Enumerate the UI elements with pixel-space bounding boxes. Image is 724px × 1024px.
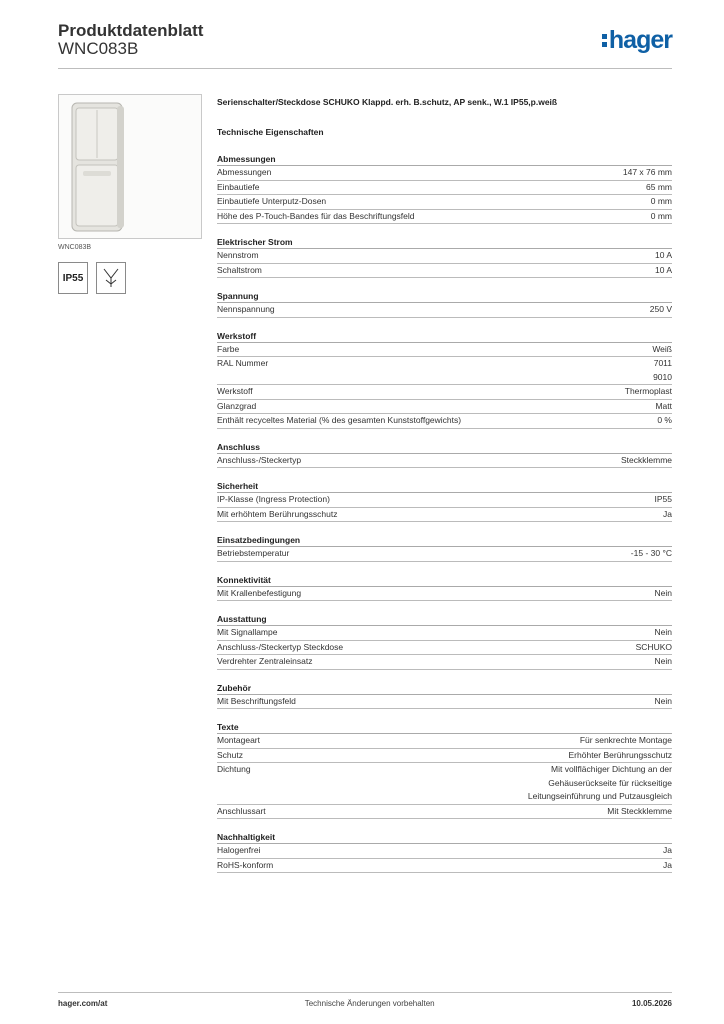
- spec-row: [217, 303, 672, 318]
- section-gap: [217, 318, 672, 329]
- spec-label: Betriebstemperatur: [217, 548, 290, 558]
- section-gap: [217, 819, 672, 830]
- spec-value: 250 V: [649, 304, 672, 314]
- spec-value: 147 x 76 mm: [622, 167, 672, 177]
- spec-value: Thermoplast: [624, 386, 672, 396]
- spec-value: -15 - 30 °C: [630, 548, 672, 558]
- section-gap: [217, 278, 672, 289]
- spec-row: [217, 587, 672, 602]
- logo-text: hager: [608, 26, 672, 54]
- section-title: Elektrischer Strom: [217, 235, 672, 249]
- spec-value: 0 %: [657, 415, 672, 425]
- section-title: Sicherheit: [217, 479, 672, 493]
- section-title: Einsatzbedingungen: [217, 533, 672, 547]
- spec-row: [217, 195, 672, 210]
- page-footer: [58, 992, 672, 1008]
- spec-label: Anschluss-/Steckertyp Steckdose: [217, 641, 344, 652]
- spec-row: [217, 805, 672, 820]
- spec-row: [217, 400, 672, 415]
- section-title: Spannung: [217, 289, 672, 303]
- spec-section: [217, 830, 672, 873]
- spec-row: [217, 493, 672, 508]
- spec-row: [217, 210, 672, 225]
- section-title: Texte: [217, 720, 672, 734]
- spec-row: [217, 695, 672, 710]
- spec-section: [217, 533, 672, 562]
- section-gap: [217, 429, 672, 440]
- spec-label: Mit erhöhtem Berührungsschutz: [217, 508, 338, 519]
- spec-section: [217, 235, 672, 278]
- footer-disclaimer: Technische Änderungen vorbehalten: [304, 999, 435, 1008]
- section-gap: [217, 601, 672, 612]
- spec-section: [217, 289, 672, 318]
- spec-section: [217, 329, 672, 429]
- spec-label: Einbautiefe: [217, 181, 260, 192]
- spec-section: [217, 720, 672, 819]
- footer-date: 10.05.2026: [631, 999, 672, 1008]
- image-caption: WNC083B: [58, 244, 92, 251]
- section-gap: [217, 522, 672, 533]
- spec-value: Für senkrechte Montage: [579, 735, 672, 745]
- spec-label: Nennspannung: [217, 304, 275, 314]
- section-title: Konnektivität: [217, 573, 672, 587]
- page-title: Produktdatenblatt: [58, 21, 204, 40]
- spec-value: Erhöhter Berührungsschutz: [568, 749, 672, 760]
- spec-label: Mit Beschriftungsfeld: [217, 695, 296, 706]
- spec-row: [217, 454, 672, 469]
- spec-row: [217, 859, 672, 874]
- spec-label: RAL Nummer: [217, 358, 269, 368]
- spec-value: Ja: [663, 845, 672, 855]
- spec-label: Werkstoff: [217, 386, 253, 396]
- section-title: Anschluss: [217, 440, 672, 454]
- spec-value: Nein: [654, 587, 672, 598]
- spec-row: [217, 763, 672, 805]
- spec-row: [217, 844, 672, 859]
- spec-value: Steckklemme: [620, 454, 672, 465]
- spec-value: Ja: [663, 859, 672, 870]
- section-gap: [217, 224, 672, 235]
- section-gap: [217, 562, 672, 573]
- spec-row: [217, 734, 672, 749]
- spec-section: [217, 573, 672, 602]
- spec-value: Mit vollflächiger Dichtung an der Gehäuserückseite für rückseitige Leitungseinführung und Putzausgleich: [527, 764, 672, 801]
- spec-value: 7011 9010: [653, 358, 672, 382]
- spec-row: [217, 166, 672, 181]
- spec-label: Abmessungen: [217, 167, 272, 177]
- logo-dots-icon: [602, 31, 607, 47]
- spec-row: [217, 343, 672, 358]
- ip-rating-badge: [58, 262, 88, 294]
- footer-website[interactable]: hager.com/at: [58, 999, 108, 1008]
- section-title: Werkstoff: [217, 329, 672, 343]
- spec-value: Mit Steckklemme: [607, 805, 672, 816]
- spec-label: Montageart: [217, 735, 260, 745]
- spec-label: Höhe des P-Touch-Bandes für das Beschriftungsfeld: [217, 210, 415, 221]
- ip-rating-label: IP55: [62, 272, 84, 284]
- spec-row: [217, 641, 672, 656]
- product-code: WNC083B: [58, 39, 139, 58]
- spec-content: [217, 97, 672, 873]
- spec-row: [217, 626, 672, 641]
- spec-label: RoHS-konform: [217, 859, 274, 870]
- spec-label: Anschluss-/Steckertyp: [217, 454, 302, 465]
- spec-label: Dichtung: [217, 764, 251, 774]
- spec-value: IP55: [654, 494, 672, 504]
- tech-heading: Technische Eigenschaften: [217, 127, 324, 137]
- spec-section: [217, 612, 672, 670]
- spec-value: 65 mm: [646, 181, 672, 192]
- spec-label: Mit Krallenbefestigung: [217, 587, 302, 598]
- spec-value: 0 mm: [650, 210, 672, 221]
- spec-label: Enthält recyceltes Material (% des gesamten Kunststoffgewichts): [217, 415, 462, 425]
- spec-value: Matt: [655, 400, 672, 411]
- spec-row: [217, 508, 672, 523]
- spec-row: [217, 655, 672, 670]
- section-gap: [217, 468, 672, 479]
- spec-section: [217, 681, 672, 710]
- product-image: [58, 94, 202, 239]
- spec-row: [217, 414, 672, 429]
- spec-row: [217, 181, 672, 196]
- spec-row: [217, 249, 672, 264]
- spec-section: [217, 479, 672, 522]
- spec-label: Einbautiefe Unterputz-Dosen: [217, 196, 327, 206]
- section-title: Ausstattung: [217, 612, 672, 626]
- spec-label: Halogenfrei: [217, 845, 261, 855]
- spec-value: 10 A: [654, 264, 672, 275]
- spec-sections: [217, 152, 672, 873]
- spec-label: Farbe: [217, 343, 240, 354]
- spec-row: [217, 385, 672, 400]
- hager-logo: [602, 26, 672, 55]
- spec-row: [217, 357, 672, 385]
- spec-label: Schaltstrom: [217, 264, 262, 275]
- spec-label: Glanzgrad: [217, 400, 257, 411]
- product-description: Serienschalter/Steckdose SCHUKO Klappd. erh. B.schutz, AP senk., W.1 IP55,p.weiß: [217, 97, 558, 107]
- spec-value: Nein: [654, 656, 672, 666]
- section-title: Abmessungen: [217, 152, 672, 166]
- spec-value: Weiß: [652, 343, 672, 354]
- spec-row: [217, 547, 672, 562]
- spec-value: 0 mm: [650, 196, 672, 206]
- spec-label: Anschlussart: [217, 805, 266, 816]
- spec-label: Verdrehter Zentraleinsatz: [217, 656, 313, 666]
- spec-label: Mit Signallampe: [217, 627, 278, 637]
- spec-value: SCHUKO: [635, 641, 672, 652]
- spec-section: [217, 440, 672, 469]
- section-gap: [217, 709, 672, 720]
- spec-value: Nein: [654, 695, 672, 706]
- spec-value: Ja: [663, 508, 672, 519]
- spec-value: 10 A: [654, 250, 672, 260]
- spec-label: IP-Klasse (Ingress Protection): [217, 494, 330, 504]
- section-title: Nachhaltigkeit: [217, 830, 672, 844]
- section-gap: [217, 670, 672, 681]
- spec-row: [217, 749, 672, 764]
- page-header: [58, 20, 672, 69]
- spec-label: Nennstrom: [217, 250, 259, 260]
- section-title: Zubehör: [217, 681, 672, 695]
- switch-socket-illustration: [59, 95, 201, 238]
- spec-value: Nein: [654, 627, 672, 637]
- socket-symbol-icon: [96, 262, 126, 294]
- spec-row: [217, 264, 672, 279]
- spec-label: Schutz: [217, 749, 243, 760]
- spec-section: [217, 152, 672, 224]
